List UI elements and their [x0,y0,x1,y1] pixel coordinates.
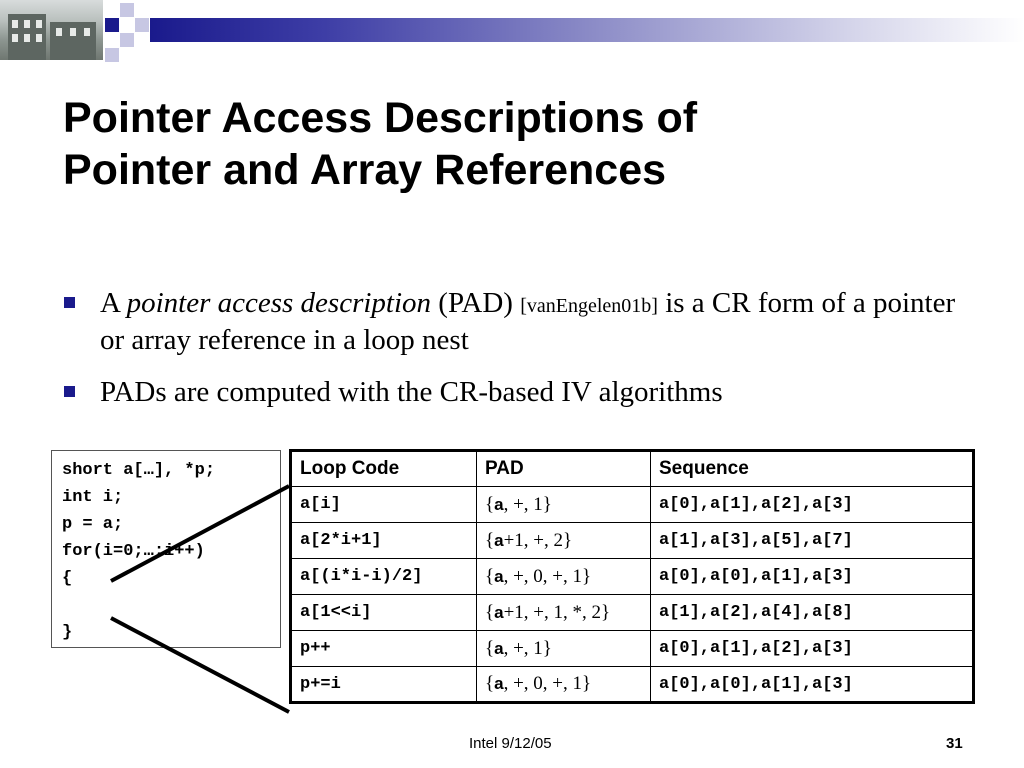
loop-code-cell: a[(i*i-i)/2] [291,559,477,595]
code-line: p = a; [62,515,124,534]
sequence-cell: a[0],a[0],a[1],a[3] [651,667,974,703]
code-line: short a[…], *p; [62,461,216,480]
pad-symbol: a [494,674,504,693]
table-row [291,487,974,523]
footer-text: Intel 9/12/05 [469,735,552,752]
code-line: for(i=0;…;i++) [62,542,205,561]
bullet-text: is a CR form of a pointer or array reference in a loop nest [100,287,956,356]
loop-code-cell: p++ [291,631,477,667]
table-row [291,667,974,703]
pad-rest: , +, 0, +, 1} [503,565,592,587]
sequence-cell: a[0],a[1],a[2],a[3] [651,487,974,523]
bullet-text: PADs are computed with the CR-based IV algorithms [100,376,723,408]
sequence-cell: a[0],a[0],a[1],a[3] [651,559,974,595]
pad-rest: +1, +, 2} [503,529,573,551]
citation: [vanEngelen01b] [520,295,658,317]
pad-symbol: a [494,566,504,586]
pad-symbol: a [494,494,504,514]
callout-line [111,486,289,581]
sequence-cell: a[0],a[1],a[2],a[3] [651,631,974,667]
pad-cell: {a, +, 0, +, 1} [477,559,651,595]
bullet-text: A [100,287,127,319]
pad-symbol: a [494,602,504,622]
pad-cell: {a, +, 0, +, 1} [477,667,651,703]
pad-rest: , +, 1} [503,637,552,659]
title-line-2: Pointer and Array References [63,146,667,194]
callout-line [111,618,289,712]
code-line: int i; [62,488,124,507]
code-line: } [62,623,73,642]
pad-rest: , +, 0, +, 1} [503,673,592,694]
pad-cell: {a, +, 1} [477,487,651,523]
pad-symbol: a [494,530,504,550]
loop-code-cell: a[2*i+1] [291,523,477,559]
pad-cell: {a+1, +, 1, *, 2} [477,595,651,631]
loop-code-cell: a[i] [291,487,477,523]
column-header: Sequence [651,451,974,487]
table-header-row [291,451,974,487]
column-header: Loop Code [291,451,477,487]
title-line-1: Pointer Access Descriptions of [63,94,698,142]
sequence-cell: a[1],a[3],a[5],a[7] [651,523,974,559]
pad-cell: {a, +, 1} [477,631,651,667]
table-row [291,631,974,667]
table-row [291,595,974,631]
bullet-text: (PAD) [431,287,521,319]
pad-table [289,449,975,704]
table-row [291,559,974,595]
pad-cell: {a+1, +, 2} [477,523,651,559]
sequence-cell: a[1],a[2],a[4],a[8] [651,595,974,631]
page-number: 31 [946,735,963,752]
loop-code-cell: a[1<<i] [291,595,477,631]
table-row [291,523,974,559]
column-header: PAD [477,451,651,487]
bullet-emphasis: pointer access description [126,287,432,319]
pad-rest: +1, +, 1, *, 2} [503,601,611,623]
loop-code-cell: p+=i [291,667,477,703]
code-line: { [62,569,73,588]
pad-symbol: a [494,638,504,658]
pad-rest: , +, 1} [503,493,552,515]
